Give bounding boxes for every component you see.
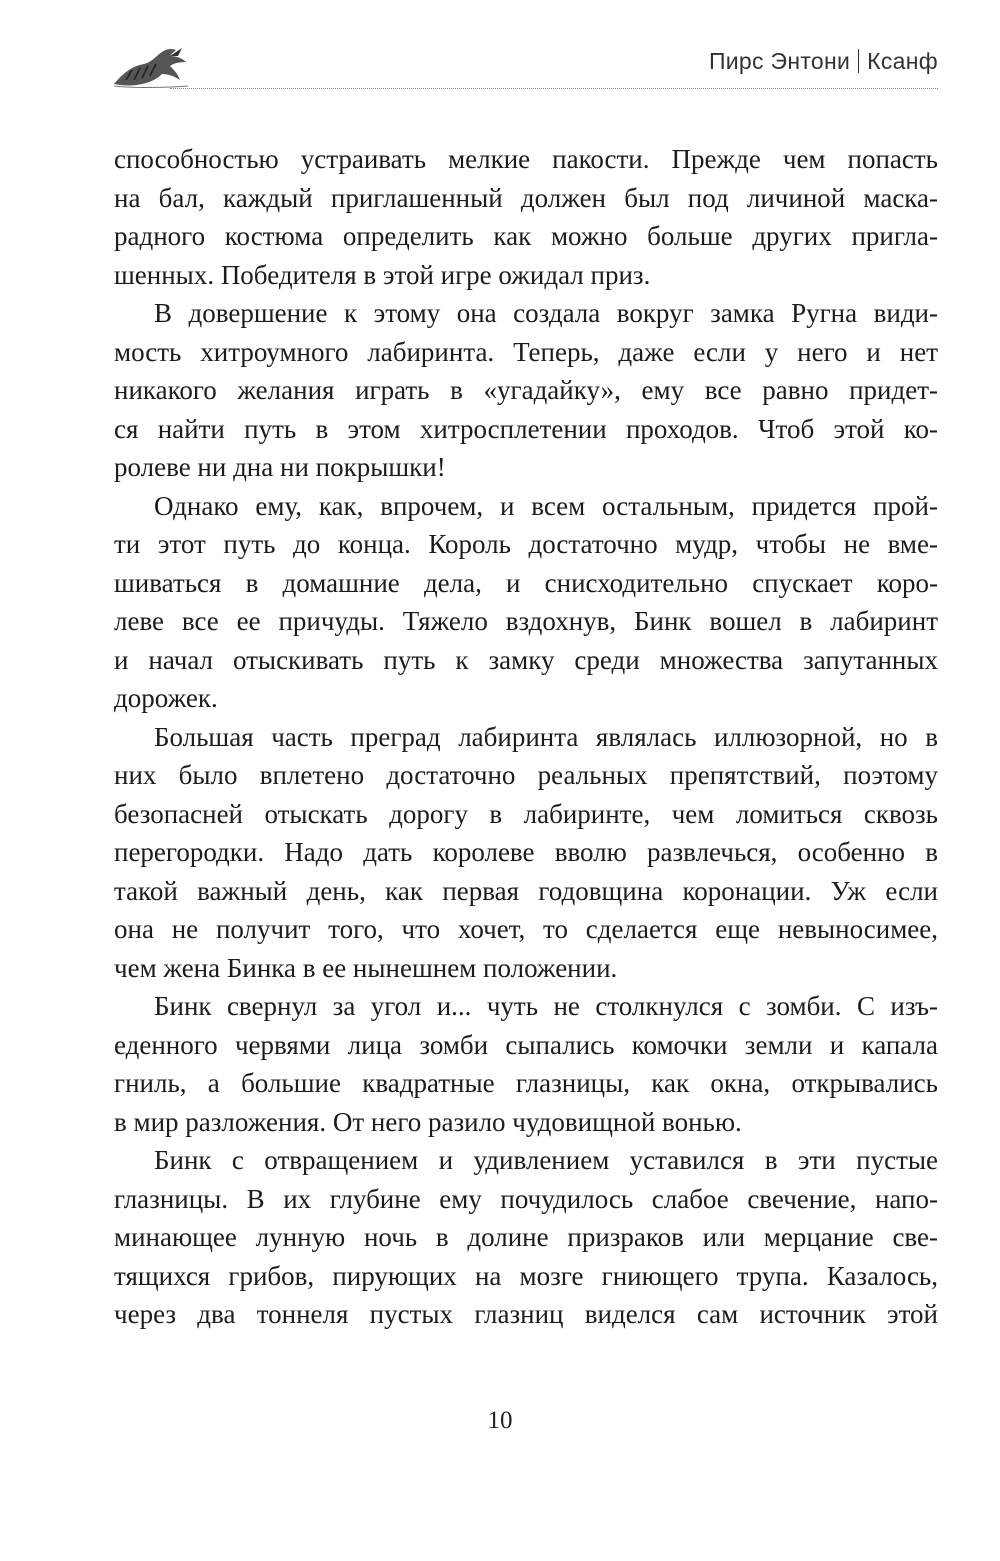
header-separator [858, 49, 859, 73]
text-line: Однако ему, как, впрочем, и всем остальным, придется прой- [154, 490, 938, 521]
text-line: мость хитроумного лабиринта. Теперь, даже если у него и нет [114, 336, 938, 367]
text-line: перегородки. Надо дать королеве вволю развлечься, особенно в [114, 837, 938, 867]
dragon-icon [112, 44, 190, 90]
text-line: такой важный день, как первая годовщина коронации. Уж если [114, 875, 938, 906]
text-line: ся найти путь в этом хитросплетении проходов. Чтоб этой ко- [114, 413, 938, 444]
text-line: и начал отыскивать путь к замку среди множества запутанных [114, 644, 938, 675]
text-line: тящихся грибов, пирующих на мозге гниющего трупа. Казалось, [114, 1260, 938, 1291]
text-line: через два тоннеля пустых глазниц виделся сам источник этой [114, 1299, 938, 1329]
author-name: Пирс Энтони [708, 48, 851, 74]
header-rule [170, 88, 938, 89]
book-title: Ксанф [867, 48, 938, 74]
text-line: глазницы. В их глубине ему почудилось слабое свечение, напо- [114, 1183, 938, 1214]
text-line: леве все ее причуды. Тяжело вздохнув, Бинк вошел в лабиринт [114, 606, 938, 636]
text-line: Бинк свернул за угол и... чуть не столкнулся с зомби. С изъ- [154, 991, 938, 1021]
text-line: шиваться в домашние дела, и снисходительно спускает коро- [114, 567, 938, 598]
running-head [112, 44, 938, 90]
text-line: ролеве ни дна ни покрышки! [114, 452, 446, 482]
text-line: еденного червями лица зомби сыпались комочки земли и капала [114, 1029, 938, 1060]
text-line: в мир разложения. От него разило чудовищной вонью. [114, 1106, 742, 1137]
text-line: дорожек. [114, 683, 218, 713]
text-line: никакого желания играть в «угадайку», ему все равно придет- [114, 375, 938, 405]
text-line: способностью устраивать мелкие пакости. Прежде чем попасть [114, 144, 938, 174]
text-line: ти этот путь до конца. Король достаточно мудр, чтобы не вме- [114, 529, 938, 559]
text-line: В довершение к этому она создала вокруг замка Ругна види- [154, 298, 938, 328]
text-line: минающее лунную ночь в долине призраков или мерцание све- [114, 1222, 938, 1252]
text-line: них было вплетено достаточно реальных препятствий, поэтому [114, 760, 938, 790]
text-line: шенных. Победителя в этой игре ожидал приз. [114, 259, 651, 290]
text-line: она не получит того, что хочет, то сделается еще невыносимее, [114, 914, 938, 944]
text-line: Большая часть преград лабиринта являлась иллюзорной, но в [154, 721, 938, 752]
text-line: безопасней отыскать дорогу в лабиринте, чем ломиться сквозь [114, 798, 938, 829]
running-header-text [709, 48, 938, 75]
text-line: на бал, каждый приглашенный должен был под личиной маска- [114, 182, 938, 213]
text-line: радного костюма определить как можно больше других пригла- [114, 221, 938, 251]
text-line: Бинк с отвращением и удивлением уставился в эти пустые [154, 1145, 938, 1175]
page-number: 10 [487, 1407, 513, 1434]
body-text [114, 140, 938, 1334]
text-line: чем жена Бинка в ее нынешнем положении. [114, 952, 618, 983]
text-line: гниль, а большие квадратные глазницы, как окна, открывались [114, 1068, 938, 1098]
